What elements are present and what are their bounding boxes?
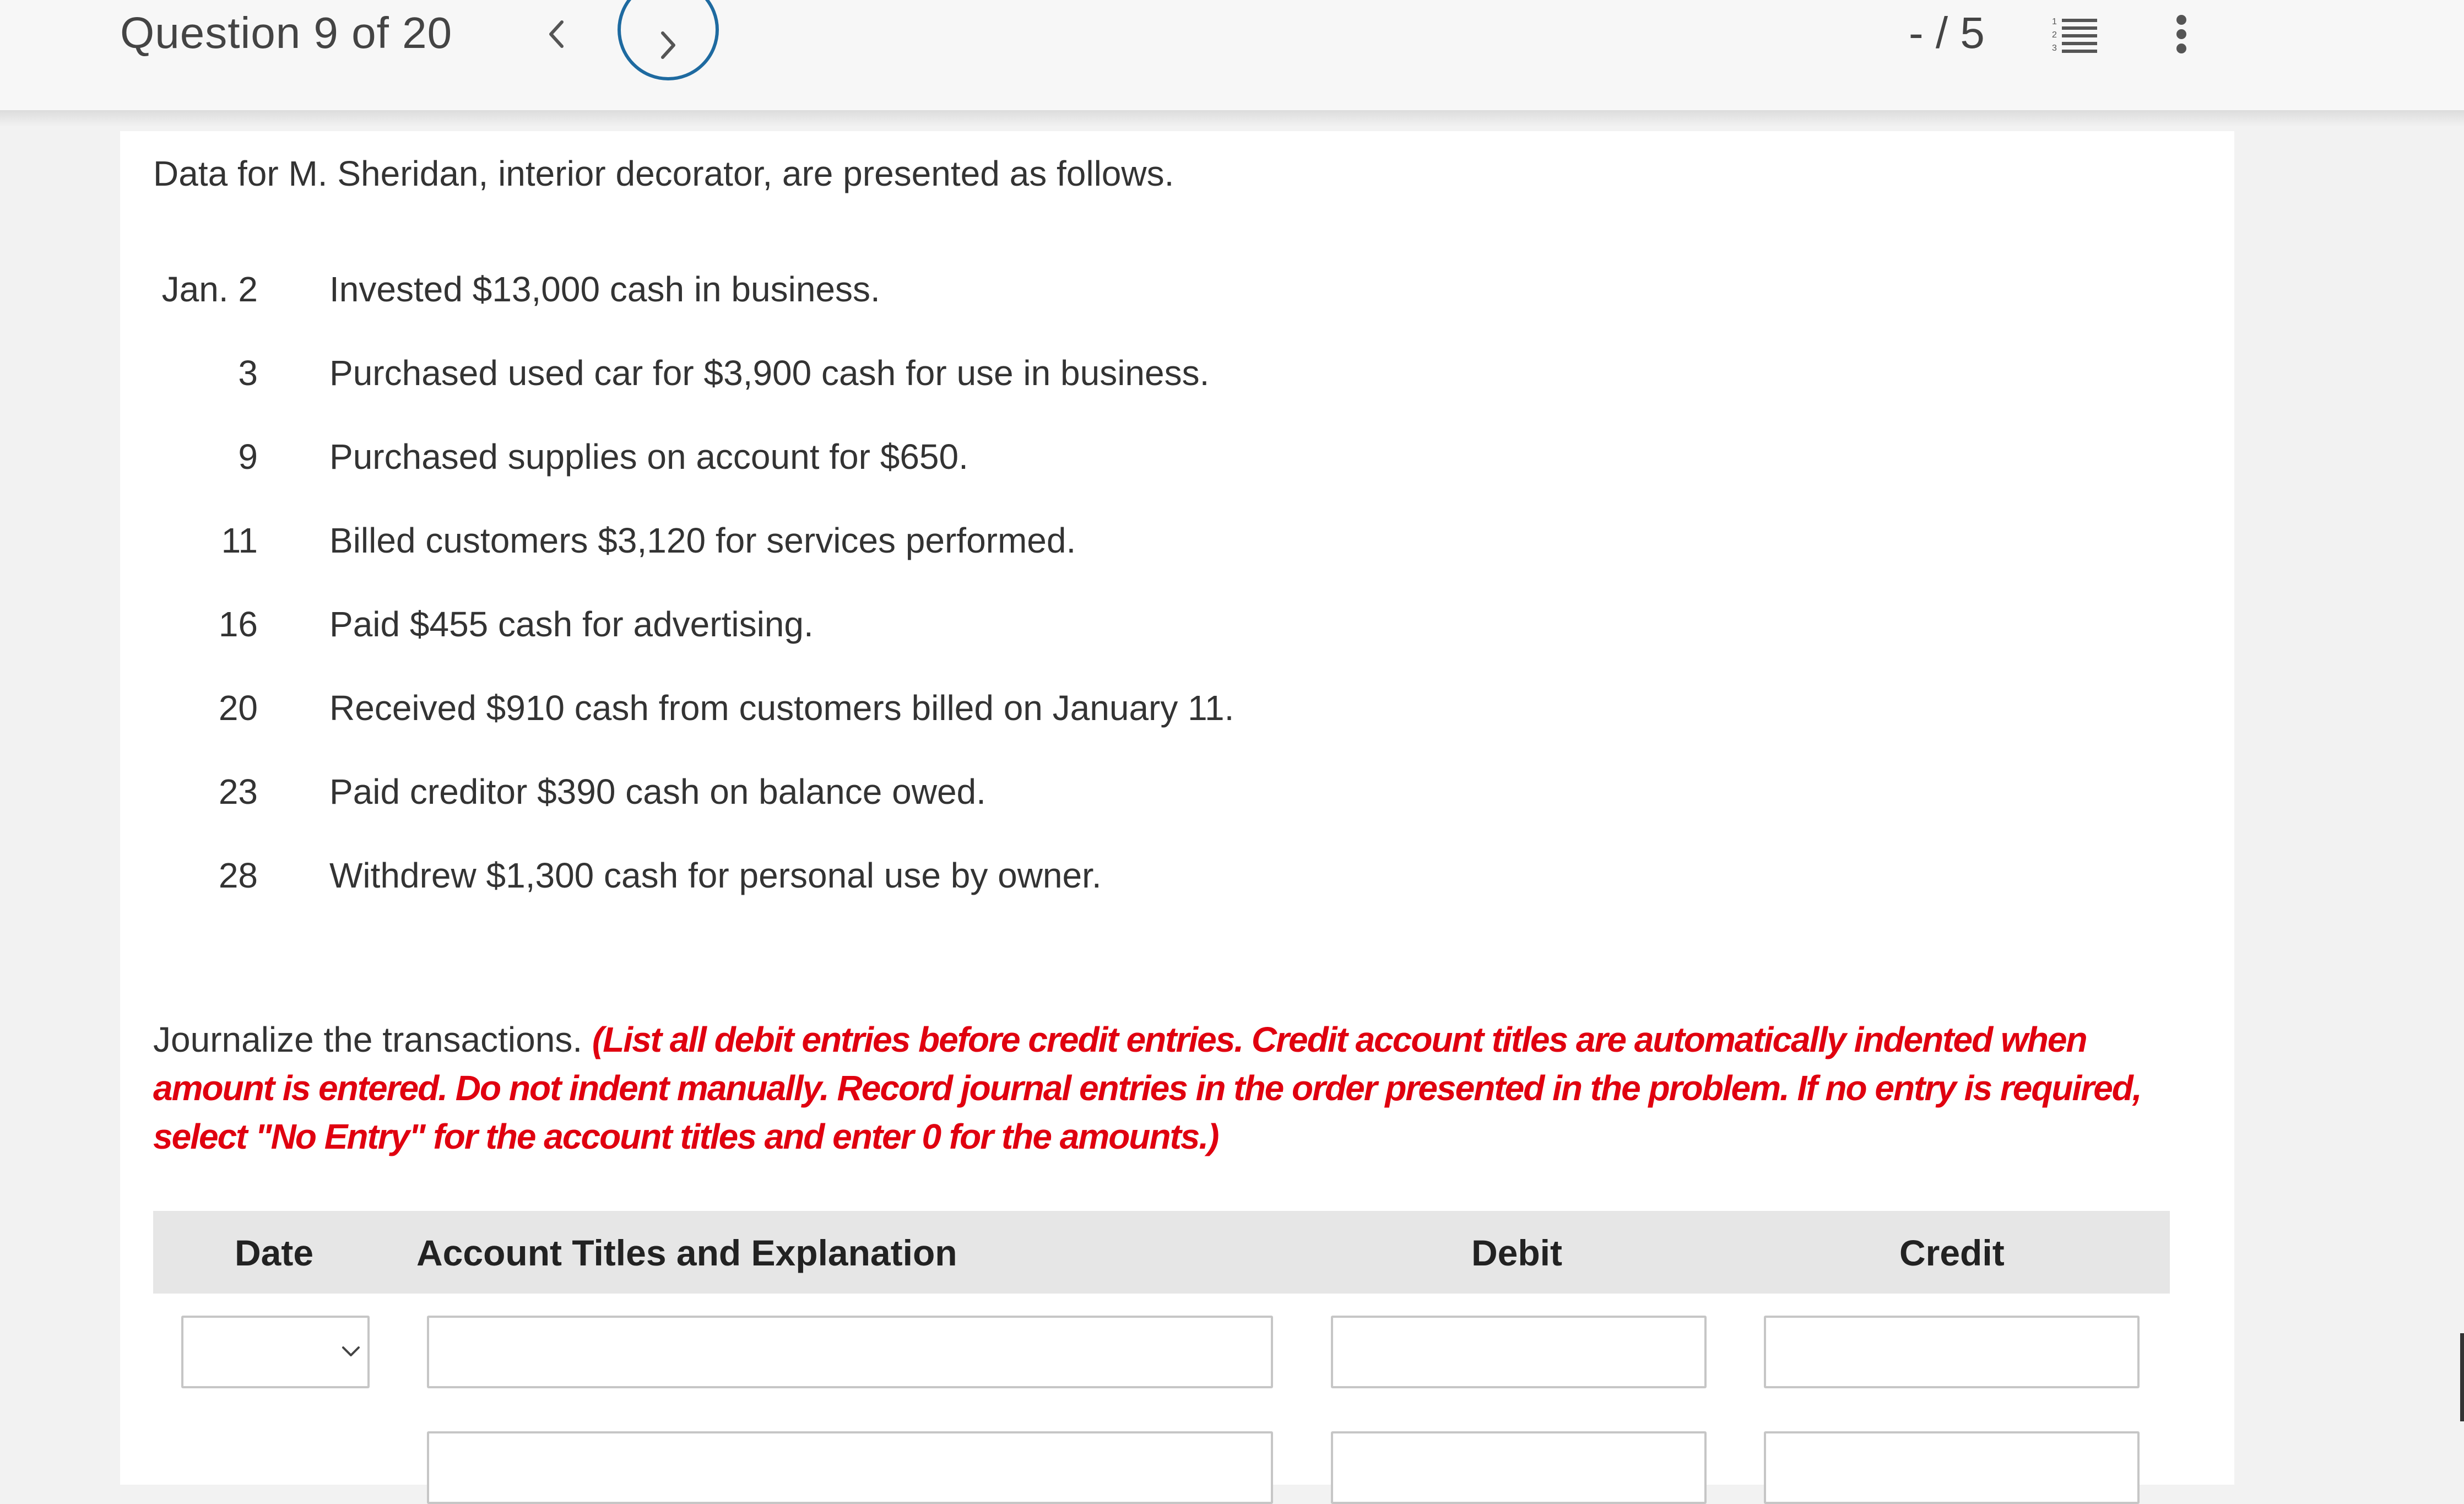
debit-input[interactable] <box>1331 1316 1707 1388</box>
credit-input[interactable] <box>1764 1316 2140 1388</box>
column-header-account: Account Titles and Explanation <box>416 1232 957 1273</box>
chevron-down-icon <box>341 1345 361 1359</box>
transaction-text: Paid $455 cash for advertising. <box>329 604 814 644</box>
transaction-date: 11 <box>221 521 258 560</box>
credit-input[interactable] <box>1764 1431 2140 1504</box>
transaction-text: Paid creditor $390 cash on balance owed. <box>329 772 986 811</box>
date-select[interactable] <box>181 1316 370 1388</box>
transaction-date: 23 <box>218 772 258 811</box>
numbered-list-icon <box>2052 15 2098 54</box>
top-bar-shadow <box>0 110 2464 127</box>
top-bar <box>0 0 2464 110</box>
column-header-debit: Debit <box>1471 1232 1562 1273</box>
transaction-text: Withdrew $1,300 cash for personal use by owner. <box>329 856 1102 895</box>
transaction-date: Jan. 2 <box>161 269 258 309</box>
journal-table-header <box>153 1211 2170 1294</box>
column-header-date: Date <box>235 1232 314 1273</box>
debit-input[interactable] <box>1331 1431 1707 1504</box>
transaction-date: 3 <box>238 353 258 393</box>
instruction-lead: Journalize the transactions. <box>153 1020 583 1059</box>
question-card <box>120 131 2234 1485</box>
question-counter: Question 9 of 20 <box>120 8 453 57</box>
scroll-indicator <box>2460 1333 2464 1421</box>
chevron-left-icon <box>545 18 567 51</box>
question-list-button[interactable] <box>2052 15 2098 54</box>
instruction-note: (List all debit entries before credit entries. Credit account titles are automatically indented when amount is entered. Do not indent manually. Record journal entries in the order presented in the problem. If no entry is required, select "No Entry" for the account titles and enter 0 for the amounts.) <box>153 1020 2141 1156</box>
transaction-text: Received $910 cash from customers billed on January 11. <box>329 688 1234 728</box>
previous-question-button[interactable] <box>537 12 576 56</box>
transaction-text: Purchased used car for $3,900 cash for use in business. <box>329 353 1210 393</box>
transaction-date: 9 <box>238 437 258 477</box>
column-header-credit: Credit <box>1899 1232 2005 1273</box>
instructions <box>153 1015 2213 1161</box>
svg-text:2: 2 <box>2052 30 2057 40</box>
transaction-date: 20 <box>218 688 258 728</box>
transaction-text: Purchased supplies on account for $650. <box>329 437 968 477</box>
transaction-text: Billed customers $3,120 for services performed. <box>329 521 1076 560</box>
transaction-date: 28 <box>218 856 258 895</box>
account-title-input[interactable] <box>427 1316 1273 1388</box>
account-title-input[interactable] <box>427 1431 1273 1504</box>
problem-intro: Data for M. Sheridan, interior decorator, are presented as follows. <box>153 154 1174 193</box>
question-score: - / 5 <box>1909 8 1985 57</box>
more-options-button[interactable] <box>2170 12 2192 56</box>
svg-text:1: 1 <box>2052 17 2057 26</box>
svg-text:3: 3 <box>2052 44 2057 53</box>
transaction-date: 16 <box>218 604 258 644</box>
chevron-right-icon <box>657 29 679 62</box>
transaction-text: Invested $13,000 cash in business. <box>329 269 880 309</box>
more-vertical-icon <box>2170 12 2192 56</box>
next-question-button[interactable] <box>618 0 719 80</box>
